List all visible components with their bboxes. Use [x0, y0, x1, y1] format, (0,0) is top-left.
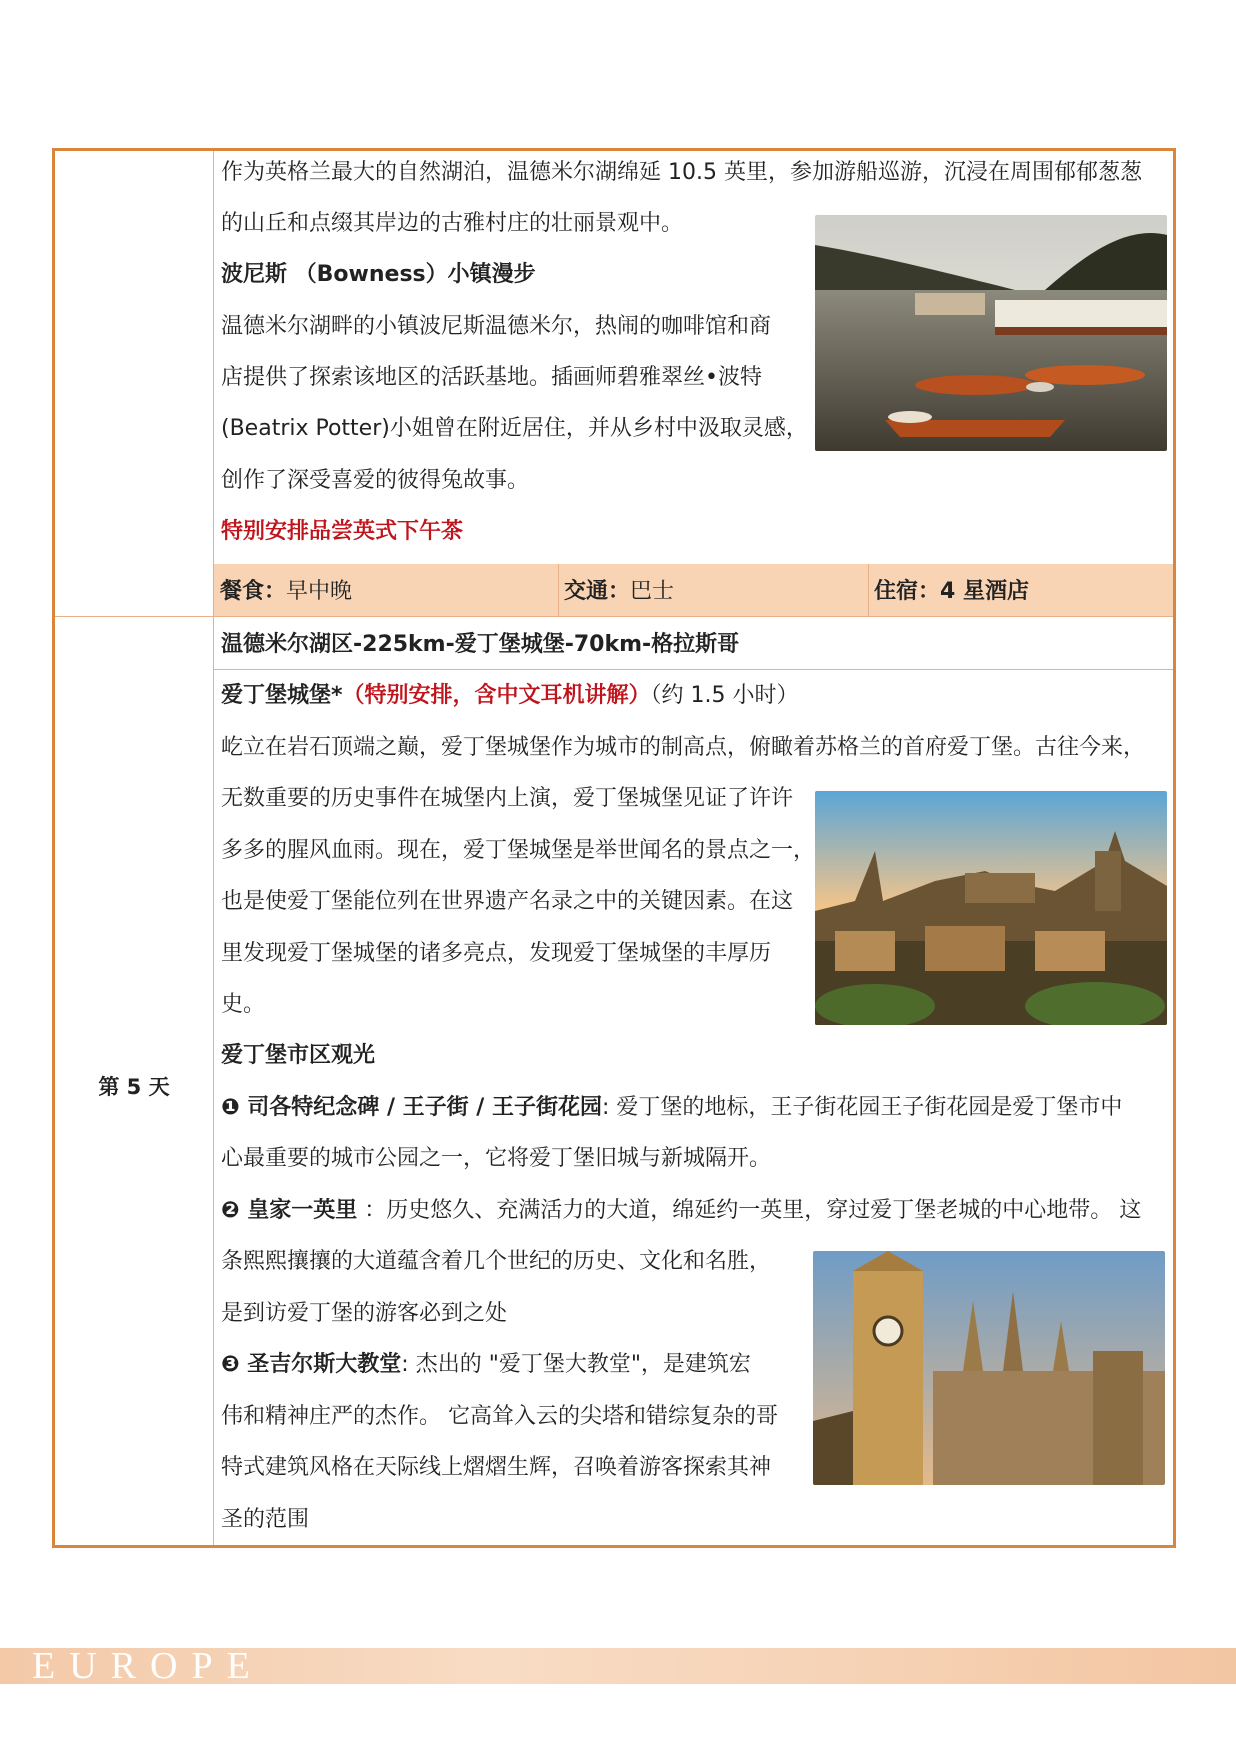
paragraph-line: 特式建筑风格在天际线上熠熠生辉，召唤着游客探索其神 [221, 1455, 772, 1480]
hotel-label: 住宿 [874, 579, 919, 604]
meals-value: 早中晚 [286, 579, 353, 604]
paragraph-line: 里发现爱丁堡城堡的诸多亮点，发现爱丁堡城堡的丰厚历 [221, 941, 772, 966]
bowness-heading: 波尼斯 （Bowness）小镇漫步 [221, 262, 536, 287]
special-arrangement: 特别安排品尝英式下午茶 [221, 519, 464, 544]
transport-label: 交通 [564, 579, 609, 604]
paragraph-line: 心最重要的城市公园之一，它将爱丁堡旧城与新城隔开。 [221, 1146, 772, 1171]
paragraph-line: 屹立在岩石顶端之巅，爱丁堡城堡作为城市的制高点，俯瞰着苏格兰的首府爱丁堡。古往今来， [221, 735, 1146, 760]
royal-mile-photo [813, 1251, 1165, 1485]
paragraph-line: 也是使爱丁堡能位列在世界遗产名录之中的关键因素。在这 [221, 889, 794, 914]
transport-info: 交通：巴士 [564, 579, 675, 604]
paragraph-line: 的山丘和点缀其岸边的古雅村庄的壮丽景观中。 [221, 211, 684, 236]
hotel-value: 4 星酒店 [940, 579, 1029, 604]
paragraph-line: 伟和精神庄严的杰作。 它高耸入云的尖塔和错综复杂的哥 [221, 1404, 778, 1429]
footer-text: EUROPE [32, 1645, 264, 1687]
meals-label: 餐食 [220, 579, 265, 604]
city-tour-heading: 爱丁堡市区观光 [221, 1043, 376, 1068]
transport-value: 巴士 [630, 579, 675, 604]
paragraph-line: 店提供了探索该地区的活跃基地。插画师碧雅翠丝•波特 [221, 365, 762, 390]
day-label: 第 5 天 [98, 1075, 170, 1099]
paragraph-line: 圣的范围 [221, 1507, 310, 1532]
itinerary-table [52, 148, 1176, 1548]
band-separator [558, 564, 559, 616]
band-separator [868, 564, 869, 616]
paragraph-line: 无数重要的历史事件在城堡内上演，爱丁堡城堡见证了许许 [221, 786, 794, 811]
paragraph-line: 多多的腥风血雨。现在，爱丁堡城堡是举世闻名的景点之一， [221, 838, 816, 863]
row-divider [55, 616, 214, 617]
castle-duration: （约 1.5 小时） [650, 683, 799, 708]
castle-special: （特别安排，含中文耳机讲解） [342, 683, 651, 708]
meals-info: 餐食：早中晚 [220, 579, 353, 604]
item-1 [221, 1094, 1122, 1122]
item-2 [221, 1197, 1141, 1225]
route-heading: 温德米尔湖区-225km-爱丁堡城堡-70km-格拉斯哥 [221, 632, 740, 657]
item-2-text: ：历史悠久、充满活力的大道，绵延约一英里，穿过爱丁堡老城的中心地带。 这 [357, 1198, 1142, 1223]
paragraph-line: 作为英格兰最大的自然湖泊，温德米尔湖绵延 10.5 英里，参加游船巡游，沉浸在周围郁郁葱葱 [221, 160, 1142, 185]
info-band [214, 564, 1173, 616]
item-1-text: : 爱丁堡的地标，王子街花园王子街花园是爱丁堡市中 [602, 1095, 1123, 1120]
item-2-title: ❷ 皇家一英里 [221, 1198, 358, 1223]
column-divider [213, 151, 214, 1545]
castle-heading [221, 682, 799, 710]
paragraph-line: (Beatrix Potter)小姐曾在附近居住，并从乡村中汲取灵感， [221, 416, 808, 441]
item-3 [221, 1351, 751, 1379]
paragraph-line: 条熙熙攘攘的大道蕴含着几个世纪的历史、文化和名胜， [221, 1249, 772, 1274]
row-divider [214, 616, 1173, 617]
paragraph-line: 史。 [221, 992, 266, 1017]
route-divider [214, 669, 1173, 670]
footer-banner [0, 1645, 1236, 1687]
hotel-info: 住宿：4 星酒店 [874, 579, 1029, 604]
castle-title: 爱丁堡城堡* [221, 683, 343, 708]
edinburgh-castle-photo [815, 791, 1167, 1025]
item-3-text: : 杰出的 "爱丁堡大教堂"，是建筑宏 [401, 1352, 751, 1377]
paragraph-line: 创作了深受喜爱的彼得兔故事。 [221, 468, 530, 493]
lake-windermere-photo [815, 215, 1167, 451]
item-3-title: ❸ 圣吉尔斯大教堂 [221, 1352, 402, 1377]
item-1-title: ❶ 司各特纪念碑 / 王子街 / 王子街花园 [221, 1095, 602, 1120]
paragraph-line: 是到访爱丁堡的游客必到之处 [221, 1301, 508, 1326]
paragraph-line: 温德米尔湖畔的小镇波尼斯温德米尔，热闹的咖啡馆和商 [221, 314, 772, 339]
